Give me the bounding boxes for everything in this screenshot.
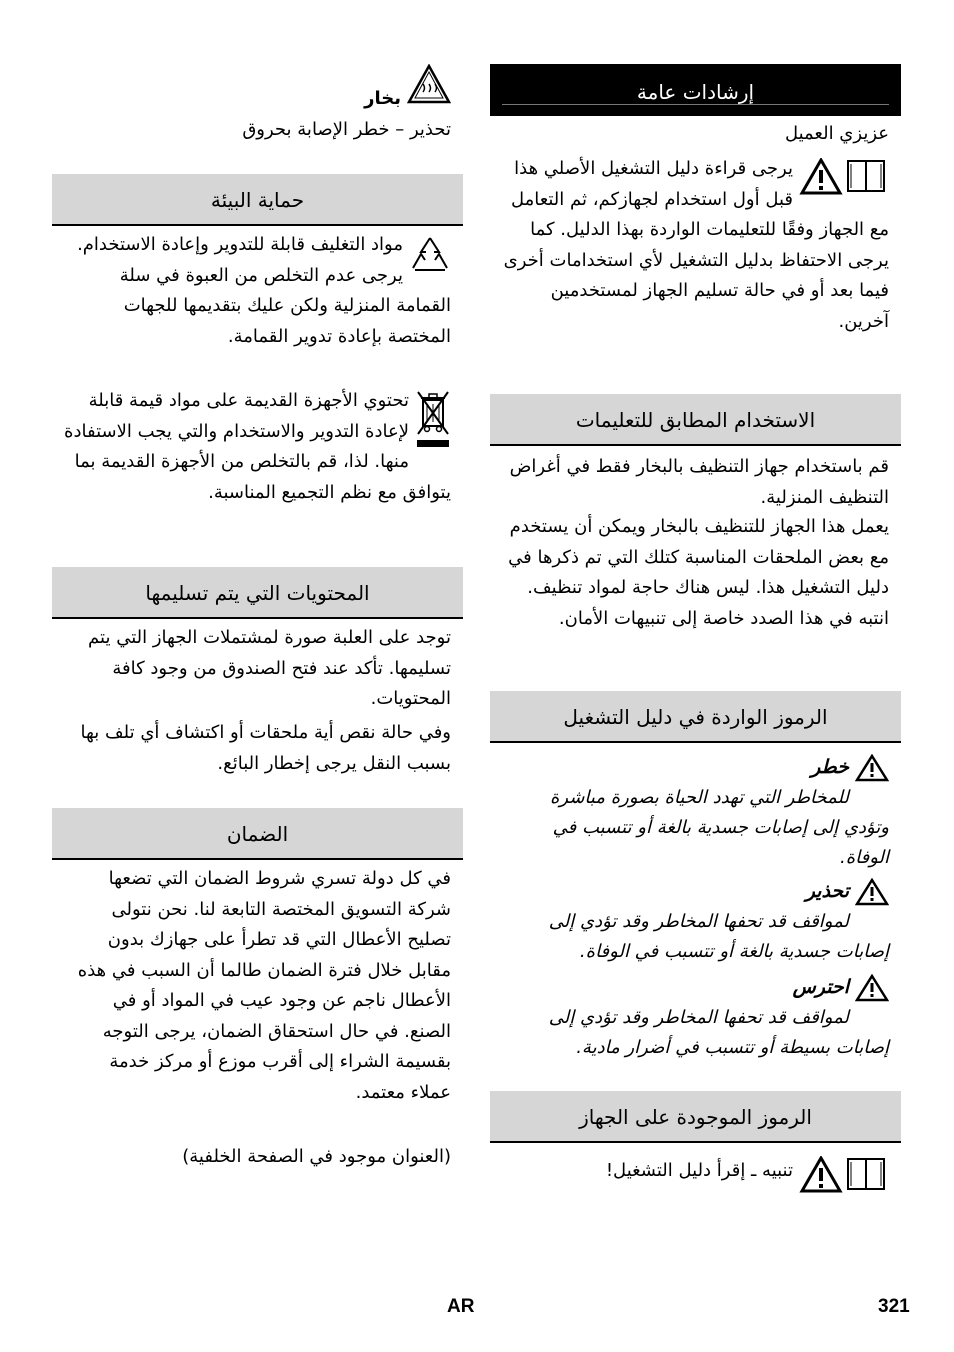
hot-steam-icon [407, 64, 451, 115]
dear-customer: عزيزي العميل [784, 123, 889, 144]
device-symbols-header [490, 1091, 901, 1141]
danger-label: خطر [811, 756, 849, 778]
warning-triangle-icon [855, 878, 889, 916]
intended-use-para2: يعمل هذا الجهاز للتنظيف بالبخار ويمكن أن يستخدم مع بعض الملحقات المناسبة كتلك التي تم ذكرها في دليل التشغيل هذا. ليس هناك حاجة لمواد تنظيف. انتبه في هذا الصدد خاصة إلى تنبيهات الأمان. [508, 516, 889, 629]
contents-header [52, 567, 463, 617]
old-devices-paragraph [64, 386, 451, 508]
intro-paragraph [502, 154, 889, 337]
environment-rule [52, 224, 463, 226]
packaging-paragraph [64, 230, 451, 352]
open-book-icon [848, 1159, 884, 1189]
device-manual-warning-icon-group [799, 1156, 889, 1205]
steam-block [64, 84, 451, 145]
general-notes-title: إرشادات عامة [636, 80, 755, 104]
intended-use-para1: قم باستخدام جهاز التنظيف بالبخار فقط في أغراض التنظيف المنزلية. [509, 456, 889, 508]
header-rule [502, 104, 889, 105]
environment-title: حماية البيئة [210, 188, 305, 212]
danger-block [502, 752, 889, 873]
caution-triangle-icon [855, 974, 889, 1012]
crossed-bin-icon [415, 390, 451, 463]
intended-use-title: الاستخدام المطابق للتعليمات [575, 408, 816, 432]
intro-text: يرجى قراءة دليل التشغيل الأصلي هذا قبل أول استخدام لجهازكم، ثم التعامل مع الجهاز وفقًا للتعليمات الواردة بهذا الدليل. كما يرجى الاحتفاظ بدليل التشغيل لأي استخدامات أخرى فيما بعد أو في حالة تسليم الجهاز لمستخدمين آخرين. [503, 158, 889, 332]
manual-symbols-rule [490, 741, 901, 743]
warning-block [502, 876, 889, 967]
warranty-rule [52, 858, 463, 860]
warranty-header [52, 808, 463, 858]
packaging-text: مواد التغليف قابلة للتدوير وإعادة الاستخدام. يرجى عدم التخلص من العبوة في سلة القمامة المنزلية ولكن عليك بتقديمها للجهات المختصة بإعادة تدوير القمامة. [77, 234, 451, 347]
device-symbol-row [502, 1156, 889, 1205]
caution-label: احترس [792, 976, 849, 998]
environment-header [52, 174, 463, 224]
contents-rule [52, 617, 463, 619]
recycle-icon [409, 234, 451, 287]
danger-triangle-icon [855, 754, 889, 792]
manual-symbols-title: الرموز الواردة في دليل التشغيل [563, 705, 828, 729]
steam-text: تحذير – خطر الإصابة بحروق [242, 118, 451, 140]
caution-text: لمواقف قد تحفها المخاطر وقد تؤدي إلى إصابات بسيطة أو تتسبب في أضرار مادية. [548, 1007, 889, 1058]
danger-text: للمخاطر التي تهدد الحياة بصورة مباشرة وتؤدي إلى إصابات جسدية بالغة أو تتسبب في الوفاة. [549, 787, 889, 868]
manual-warning-icon-group [799, 158, 889, 209]
contents-para2: وفي حالة نقص أية ملحقات أو اكتشاف أي تلف بها بسبب النقل يرجى إخطار البائع. [80, 722, 451, 774]
warranty-para1: في كل دولة تسري شروط الضمان التي تضعها شركة التسويق المختصة التابعة لنا. نحن نتولى تصليح الأعطال التي قد تطرأ على جهازك بدون مقابل خلال فترة الضمان طالما أن السبب في هذه الأعطال ناجم عن وجود عيب في المواد أو في الصنع. في حال استحقاق الضمان، يرجى التوجه بقسيمة الشراء إلى أقرب موزع أو مركز خدمة عملاء معتمد. [77, 868, 451, 1103]
warning-triangle-icon [802, 1158, 840, 1191]
old-devices-text: تحتوي الأجهزة القديمة على مواد قيمة قابلة لإعادة التدوير والاستخدام والتي يجب الاستفادة منها. لذا، قم بالتخلص من الأجهزة القديمة بما يتوافق مع نظم التجميع المناسبة. [64, 390, 451, 503]
device-symbols-rule [490, 1141, 901, 1143]
warning-triangle-icon [802, 160, 840, 193]
contents-para1: توجد على العلبة صورة لمشتملات الجهاز التي يتم تسليمها. تأكد عند فتح الصندوق من وجود كافة المحتويات. [88, 627, 451, 709]
warranty-title: الضمان [226, 822, 289, 846]
footer-language: AR [447, 1296, 475, 1317]
open-book-icon [848, 161, 884, 191]
contents-title: المحتويات التي يتم تسليمها [145, 581, 370, 605]
read-manual-text: تنبيه ـ إقرأ دليل التشغيل! [605, 1160, 793, 1181]
warranty-para2: (العنوان موجود في الصفحة الخلفية) [182, 1146, 451, 1167]
warning-text: لمواقف قد تحفها المخاطر وقد تؤدي إلى إصابات جسدية بالغة أو تتسبب في الوفاة. [548, 911, 889, 962]
steam-label: بخار [364, 88, 401, 109]
caution-block [502, 972, 889, 1063]
warning-label: تحذير [805, 880, 849, 902]
footer-page-number: 321 [878, 1296, 910, 1317]
manual-symbols-header [490, 691, 901, 741]
general-notes-header [490, 64, 901, 116]
intended-use-rule [490, 444, 901, 446]
intended-use-header [490, 394, 901, 444]
device-symbols-title: الرموز الموجودة على الجهاز [579, 1105, 812, 1129]
